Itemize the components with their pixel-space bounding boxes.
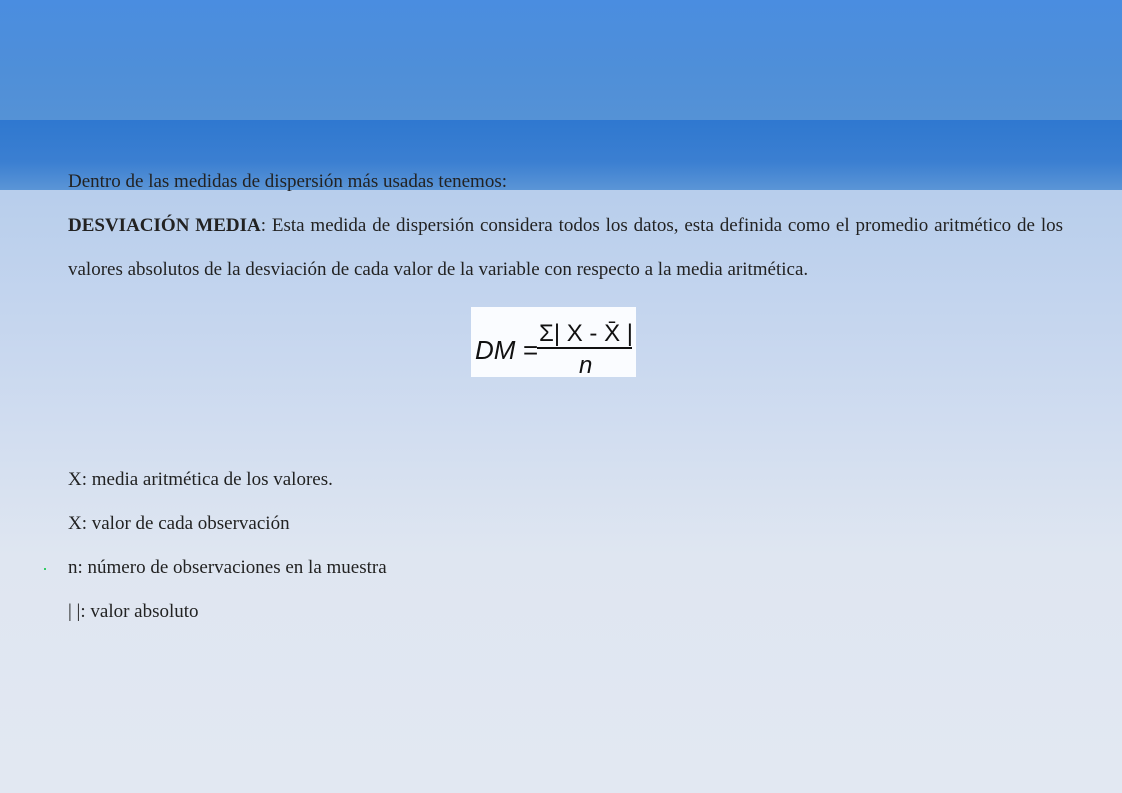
formula-lhs: DM = bbox=[475, 335, 538, 365]
formula-numerator: Σ| X - X̄ | bbox=[539, 320, 633, 347]
slide-body bbox=[68, 160, 1063, 292]
definition-text: : Esta medida de dispersión considera todos los datos, esta definida como el promedio aritmético de los valores absolutos de la desviación de cada valor de la variable con respecto a la media aritmética. bbox=[68, 215, 1063, 280]
definition-item: | |: valor absoluto bbox=[68, 601, 199, 622]
definition-item: X: valor de cada observación bbox=[68, 513, 290, 534]
definition-paragraph bbox=[68, 204, 1063, 292]
intro-paragraph bbox=[68, 160, 1063, 204]
definition-item: X: media aritmética de los valores. bbox=[68, 469, 333, 490]
intro-text: Dentro de las medidas de dispersión más usadas tenemos: bbox=[68, 171, 508, 192]
definition-item: n: número de observaciones en la muestra bbox=[68, 557, 387, 578]
header-top-band bbox=[0, 0, 1122, 120]
formula-denominator: n bbox=[579, 352, 593, 377]
formula-graphic bbox=[471, 307, 636, 377]
formula-image bbox=[471, 307, 636, 377]
term-heading: DESVIACIÓN MEDIA bbox=[68, 215, 261, 236]
definitions-list bbox=[68, 458, 387, 634]
bullet-marker bbox=[44, 568, 46, 570]
